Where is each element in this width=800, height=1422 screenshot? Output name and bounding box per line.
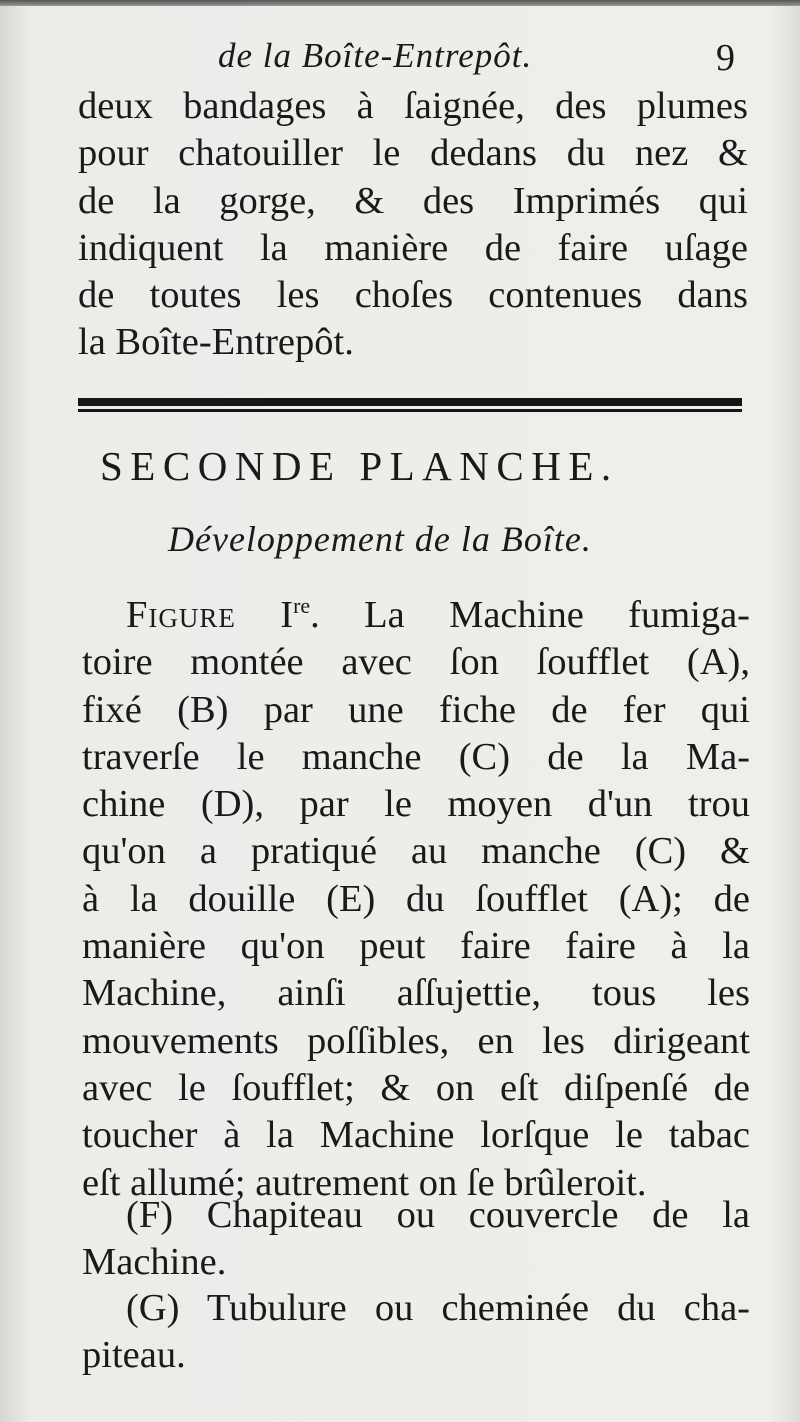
text-line: la Boîte-Entrepôt. — [78, 321, 354, 364]
figure-numeral-suffix: re — [293, 593, 311, 618]
top-paragraph — [78, 83, 748, 367]
item-g-paragraph — [82, 1285, 750, 1380]
running-title: de la Boîte-Entrepôt. — [218, 36, 533, 75]
section-rule-thick — [78, 398, 742, 406]
text-line: deux bandages à ſaignée, des plumes — [78, 85, 748, 127]
text-line: mouvements poſſibles, en les dirigeant — [82, 1019, 750, 1062]
text-line: (F) Chapiteau ou couvercle de la — [126, 1194, 750, 1236]
text-line: de la gorge, & des Imprimés qui — [78, 179, 748, 222]
text-line: toucher à la Machine lorſque le tabac — [82, 1114, 750, 1157]
section-heading: SECONDE PLANCHE. — [100, 443, 619, 489]
section-rule-thin — [78, 409, 742, 412]
text-line: avec le ſoufflet; & on eſt diſpenſé de — [82, 1066, 750, 1109]
text-line: qu'on a pratiqué au manche (C) & — [82, 830, 750, 873]
figure-numeral: I — [280, 594, 294, 636]
text-line: chine (D), par le moyen d'un trou — [82, 783, 750, 826]
text-line: Machine. — [82, 1241, 227, 1284]
figure-lead-line — [82, 592, 750, 639]
text-line: eſt allumé; autrement on ſe brûleroit. — [82, 1161, 647, 1204]
text-line: à la douille (E) du ſoufflet (A); de — [82, 877, 750, 920]
text-line: traverſe le manche (C) de la Ma- — [82, 735, 750, 778]
page-top-edge — [0, 0, 800, 6]
text-line: pour chatouiller le dedans du nez & — [78, 132, 748, 175]
text-line: (G) Tubulure ou cheminée du cha- — [126, 1287, 750, 1329]
section-subheading: Développement de la Boîte. — [168, 519, 592, 559]
figure-lead-text: . La Machine fumiga- — [310, 594, 750, 636]
figure-paragraph — [82, 592, 750, 1207]
text-line: piteau. — [82, 1334, 186, 1377]
text-line: manière qu'on peut faire faire à la — [82, 925, 750, 968]
text-line: indiquent la manière de faire uſage — [78, 226, 748, 269]
text-line: fixé (B) par une fiche de fer qui — [82, 688, 750, 731]
text-line: toire montée avec ſon ſoufflet (A), — [82, 641, 750, 684]
text-line: Machine, ainſi aſſujettie, tous les — [82, 972, 750, 1015]
figure-label: Figure — [126, 594, 236, 636]
item-f-paragraph — [82, 1192, 750, 1287]
text-line: de toutes les choſes contenues dans — [78, 274, 748, 317]
page-number: 9 — [716, 37, 735, 79]
section-rule — [78, 398, 742, 412]
